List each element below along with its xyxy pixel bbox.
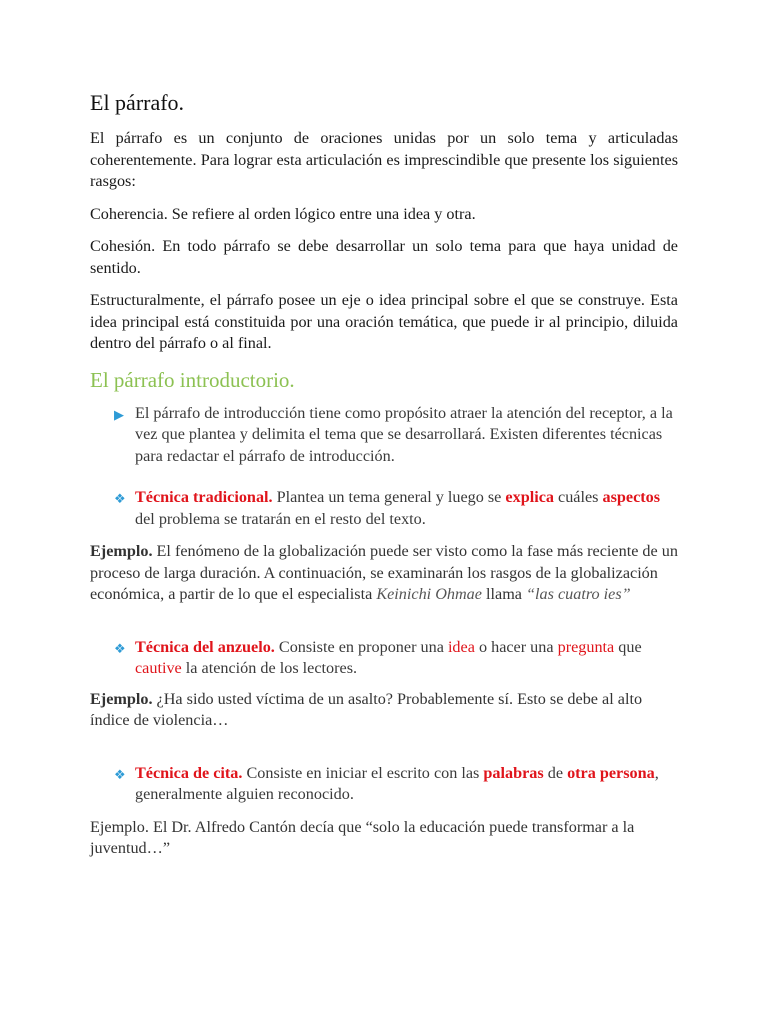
tecnica-anzuelo-label: Técnica del anzuelo. <box>135 637 275 656</box>
ejemplo-3: Ejemplo. El Dr. Alfredo Cantón decía que “solo la educación puede transformar a la juventud…” <box>90 817 635 857</box>
diamond-bullet-icon: ❖ <box>114 492 126 507</box>
bullet-tecnica-tradicional <box>90 487 678 530</box>
diamond-bullet-icon: ❖ <box>114 641 126 657</box>
intro-bullet-text: El párrafo de introducción tiene como propósito atraer la atención del receptor, a la vez que plantea y delimita el tema que se desarrollará. Existen diferentes técnicas para redactar el párrafo de introducción. <box>135 403 673 465</box>
bullet-tecnica-anzuelo <box>90 637 678 680</box>
paragraph-cohesion: Cohesión. En todo párrafo se debe desarrollar un solo tema para que haya unidad de sentido. <box>90 237 678 277</box>
text-span: del problema se tratarán en el resto del texto. <box>135 509 426 528</box>
text-span: Consiste en iniciar el escrito con las <box>242 763 484 782</box>
keyword-otra-persona: otra persona <box>567 763 655 782</box>
tecnica-tradicional-label: Técnica tradicional. <box>135 488 273 506</box>
text-span: El fenómeno de la globalización puede ser visto como la fase más reciente de un proceso de larga duración. A continuación, se examinarán los rasgos de la globalización económica, a partir de lo que el especialista <box>90 542 678 603</box>
ejemplo-label: Ejemplo. <box>90 542 153 560</box>
text-span: que <box>614 637 642 656</box>
page-title: El párrafo. <box>90 90 185 115</box>
text-span: llama <box>481 585 527 603</box>
bullet-tecnica-cita <box>90 763 678 806</box>
document-page <box>90 88 678 871</box>
text-span: Plantea un tema general y luego se <box>272 488 506 506</box>
text-span: Consiste en proponer una <box>274 637 448 656</box>
text-span: , generalmente alguien reconocido. <box>135 763 659 803</box>
text-span: cuáles <box>553 488 603 506</box>
text-span: ¿Ha sido usted víctima de un asalto? Probablemente sí. Esto se debe al alto índice de violencia… <box>90 689 643 729</box>
ejemplo-1 <box>90 541 678 606</box>
ejemplo-2 <box>90 689 678 732</box>
keyword-palabras: palabras <box>483 763 544 782</box>
paragraph-estructura: Estructuralmente, el párrafo posee un eje o idea principal sobre el que se construye. Esta idea principal está constituida por una oración temática, que puede ir al principio, diluida dentro del párrafo o al final. <box>90 291 678 352</box>
keyword-idea: idea <box>447 637 475 656</box>
paragraph-coherencia: Coherencia. Se refiere al orden lógico entre una idea y otra. <box>90 204 476 223</box>
quote: “las cuatro ies” <box>526 585 631 603</box>
ejemplo-label: Ejemplo. <box>90 689 153 708</box>
author-name: Keinichi Ohmae <box>376 585 482 603</box>
text-span: o hacer una <box>474 637 558 656</box>
text-span: la atención de los lectores. <box>181 659 358 677</box>
intro-bullet <box>90 403 678 468</box>
paragraph-intro: El párrafo es un conjunto de oraciones unidas por un solo tema y articuladas coherentemente. Para lograr esta articulación es imprescindible que presente los siguientes rasgos: <box>90 129 678 190</box>
keyword-pregunta: pregunta <box>557 637 615 656</box>
keyword-explica: explica <box>505 488 554 506</box>
keyword-aspectos: aspectos <box>602 488 661 506</box>
text-span: de <box>543 763 568 782</box>
keyword-cautive: cautive <box>135 659 182 677</box>
section-title: El párrafo introductorio. <box>90 367 295 392</box>
arrow-bullet-icon: ▶ <box>114 407 124 423</box>
tecnica-cita-label: Técnica de cita. <box>135 763 243 782</box>
diamond-bullet-icon: ❖ <box>114 767 126 783</box>
